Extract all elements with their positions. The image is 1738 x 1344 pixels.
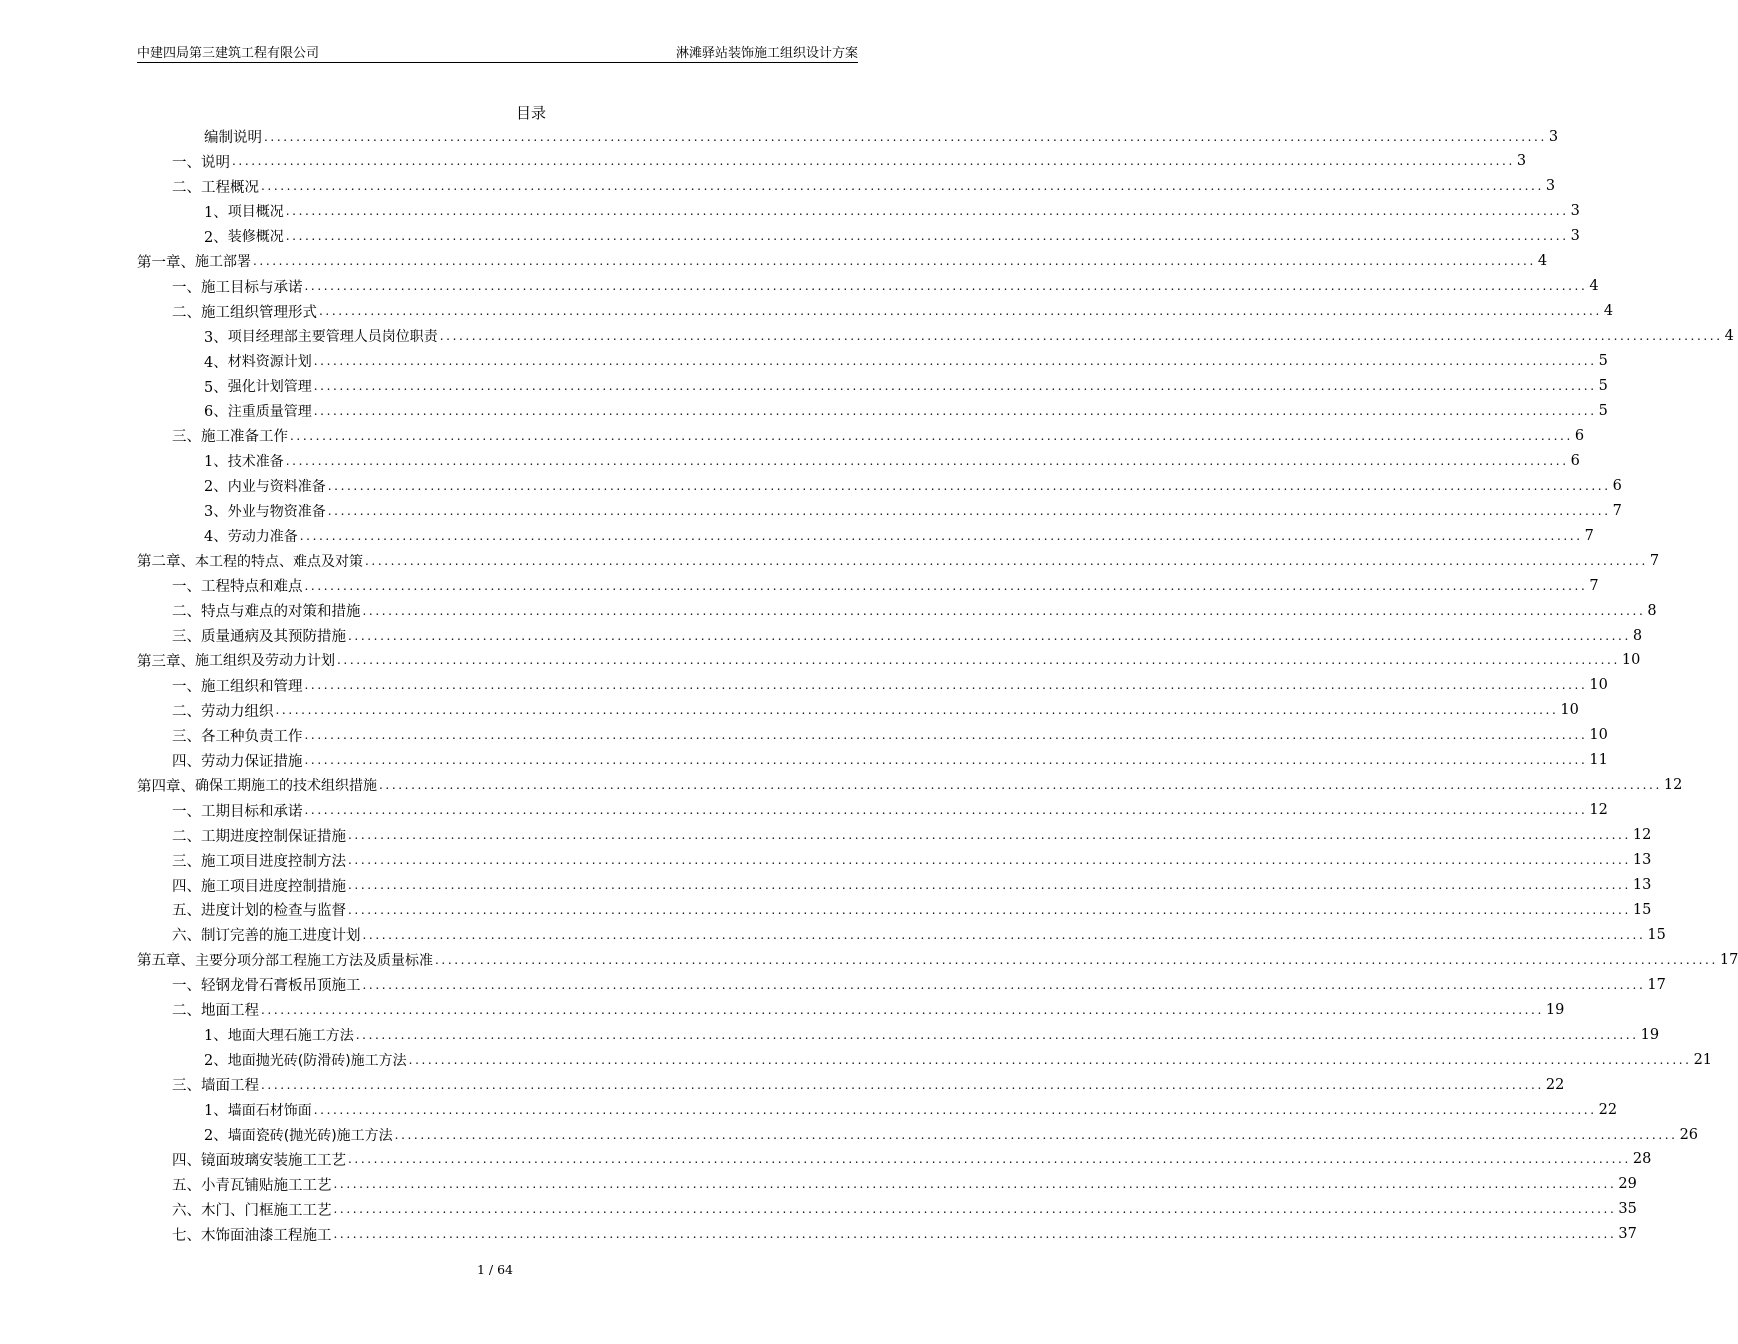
toc-entry-page: 19 [1545, 1001, 1565, 1018]
toc-dot-leader: ........................................................................................................................................................................................................ [275, 703, 1559, 718]
toc-entry-number: 三、 [172, 728, 201, 745]
toc-entry-page: 37 [1618, 1226, 1637, 1243]
toc-entry-title: 编制说明 [204, 130, 262, 146]
toc-entry[interactable] [172, 723, 1608, 748]
toc-entry[interactable] [172, 972, 1666, 997]
toc-entry-title: 项目经理部主要管理人员岗位职责 [227, 329, 438, 346]
toc-entry-number: 一、 [172, 678, 201, 695]
toc-entry[interactable] [172, 698, 1579, 723]
toc-entry-page: 4 [1537, 253, 1548, 270]
page-number: 1 / 64 [476, 1262, 514, 1277]
toc-entry-page: 7 [1612, 502, 1622, 519]
toc-entry[interactable] [172, 149, 1527, 174]
toc-dot-leader: ........................................................................................................................................................................................................ [313, 354, 1597, 369]
toc-dot-leader: ........................................................................................................................................................................................................ [304, 678, 1588, 693]
toc-entry-page: 13 [1632, 852, 1652, 869]
toc-entry-title: 地面工程 [201, 1003, 259, 1020]
toc-entry-title: 工程概况 [201, 179, 259, 196]
toc-entry-page: 4 [1589, 278, 1599, 295]
toc-dot-leader: ........................................................................................................................................................................................................ [261, 1077, 1544, 1092]
toc-entry[interactable] [137, 648, 1641, 673]
toc-entry-number: 2、 [204, 479, 228, 496]
toc-dot-leader: ........................................................................................................................................................................................................ [264, 129, 1547, 144]
toc-dot-leader: ........................................................................................................................................................................................................ [304, 803, 1588, 818]
toc-entry-number: 五、 [172, 903, 201, 920]
toc-entry-number: 三、 [172, 429, 201, 446]
toc-entry-number: 3、 [204, 504, 228, 521]
toc-entry-title: 墙面工程 [201, 1078, 259, 1095]
toc-entry-title: 施工组织及劳动力计划 [195, 653, 335, 670]
toc-entry-number: 六、 [172, 1202, 201, 1219]
toc-entry-number: 4、 [204, 529, 228, 546]
toc-entry-title: 工程特点和难点 [201, 579, 303, 596]
toc-entry[interactable] [172, 748, 1608, 773]
toc-entry-title: 说明 [201, 154, 230, 171]
toc-entry-page: 7 [1589, 577, 1599, 594]
toc-entry-number: 三、 [172, 629, 201, 645]
toc-entry-page: 3 [1570, 203, 1580, 220]
toc-entry-title: 制订完善的施工进度计划 [201, 928, 361, 945]
toc-entry[interactable] [204, 124, 1559, 149]
toc-entry-page: 3 [1545, 178, 1556, 195]
toc-dot-leader: ........................................................................................................................................................................................................ [304, 728, 1588, 743]
toc-dot-leader: ........................................................................................................................................................................................................ [304, 279, 1588, 294]
toc-entry-title: 装修概况 [227, 229, 284, 246]
toc-dot-leader: ........................................................................................................................................................................................................ [261, 179, 1544, 194]
toc-entry-title: 特点与难点的对策和措施 [201, 604, 361, 621]
toc-entry-page: 8 [1632, 627, 1643, 644]
toc-entry-number: 1、 [204, 1103, 228, 1120]
toc-entry[interactable] [172, 423, 1585, 448]
toc-entry-title: 木饰面油漆工程施工 [201, 1227, 332, 1244]
toc-entry-number: 第五章、 [137, 953, 195, 970]
toc-entry-title: 注重质量管理 [227, 403, 312, 420]
toc-entry-page: 3 [1570, 228, 1580, 245]
toc-entry-number: 四、 [172, 878, 201, 895]
toc-entry-number: 1、 [204, 204, 228, 221]
toc-entry-page: 17 [1719, 951, 1738, 968]
header-company: 中建四局第三建筑工程有限公司 [137, 46, 320, 61]
toc-entry-title: 外业与物资准备 [227, 503, 326, 520]
toc-entry-page: 19 [1640, 1026, 1660, 1043]
toc-entry-page: 7 [1584, 527, 1594, 544]
toc-entry[interactable] [204, 523, 1594, 548]
toc-entry-page: 17 [1647, 976, 1666, 993]
toc-entry-page: 15 [1632, 901, 1652, 918]
toc-entry-page: 12 [1589, 802, 1608, 819]
toc-entry-title: 材料资源计划 [227, 354, 312, 371]
toc-entry-page: 5 [1598, 353, 1608, 370]
toc-entry-page: 13 [1632, 877, 1652, 893]
toc-dot-leader: ........................................................................................................................................................................................................ [348, 902, 1631, 917]
toc-entry-page: 12 [1663, 777, 1683, 794]
toc-entry-title: 确保工期施工的技术组织措施 [195, 778, 377, 795]
toc-entry[interactable] [172, 922, 1666, 947]
toc-entry-number: 3、 [204, 329, 228, 346]
toc-entry-number: 5、 [204, 379, 228, 396]
toc-entry-page: 6 [1612, 477, 1622, 494]
toc-entry-title: 内业与资料准备 [227, 478, 326, 495]
toc-entry-title: 进度计划的检查与监督 [201, 903, 346, 920]
toc-entry[interactable] [172, 873, 1652, 898]
toc-dot-leader: ........................................................................................................................................................................................................ [285, 453, 1569, 468]
toc-entry[interactable] [204, 398, 1608, 423]
toc-entry-number: 一、 [172, 803, 201, 820]
toc-entry[interactable] [172, 623, 1643, 648]
toc-entry-title: 各工种负责工作 [201, 728, 303, 745]
toc-dot-leader: ........................................................................................................................................................................................................ [435, 952, 1718, 967]
toc-dot-leader: ........................................................................................................................................................................................................ [327, 503, 1611, 518]
toc-dot-leader: ........................................................................................................................................................................................................ [285, 229, 1569, 244]
toc-entry-title: 项目概况 [227, 204, 284, 221]
toc-entry-number: 2、 [204, 229, 228, 246]
toc-entry[interactable] [204, 199, 1580, 224]
toc-entry-page: 3 [1548, 128, 1559, 145]
toc-entry-title: 质量通病及其预防措施 [201, 629, 346, 645]
toc-entry[interactable] [204, 224, 1580, 249]
toc-entry-number: 三、 [172, 853, 201, 870]
toc-entry[interactable] [172, 1147, 1652, 1172]
toc-entry-number: 第一章、 [137, 254, 195, 271]
toc-entry-page: 10 [1621, 652, 1641, 669]
toc-dot-leader: ........................................................................................................................................................................................................ [304, 753, 1588, 768]
toc-entry-page: 11 [1589, 752, 1608, 769]
toc-entry-title: 技术准备 [227, 453, 284, 470]
toc-dot-leader: ........................................................................................................................................................................................................ [333, 1227, 1617, 1242]
toc-entry-title: 本工程的特点、难点及对策 [195, 553, 363, 570]
toc-entry-page: 10 [1589, 677, 1608, 694]
toc-entry-title: 施工项目进度控制措施 [201, 878, 346, 895]
toc-title: 目录 [515, 104, 546, 122]
toc-entry-page: 10 [1560, 702, 1579, 719]
toc-dot-leader: ........................................................................................................................................................................................................ [290, 428, 1573, 443]
toc-entry[interactable] [172, 299, 1614, 324]
toc-entry-title: 劳动力保证措施 [201, 753, 303, 770]
toc-entry[interactable] [204, 1097, 1618, 1122]
toc-entry-number: 二、 [172, 703, 201, 720]
toc-entry-number: 一、 [172, 154, 201, 171]
toc-dot-leader: ........................................................................................................................................................................................................ [261, 1002, 1544, 1017]
toc-entry-title: 木门、门框施工工艺 [201, 1202, 332, 1219]
toc-entry-title: 镜面玻璃安装施工工艺 [201, 1152, 346, 1169]
toc-entry-number: 五、 [172, 1177, 201, 1194]
toc-entry[interactable] [204, 324, 1734, 349]
toc-dot-leader: ........................................................................................................................................................................................................ [408, 1052, 1692, 1067]
toc-dot-leader: ........................................................................................................................................................................................................ [313, 403, 1597, 418]
toc-entry-page: 35 [1618, 1201, 1637, 1218]
toc-entry-title: 劳动力组织 [201, 703, 274, 720]
toc-entry[interactable] [172, 598, 1657, 623]
toc-dot-leader: ........................................................................................................................................................................................................ [304, 578, 1588, 593]
toc-dot-leader: ........................................................................................................................................................................................................ [313, 1102, 1597, 1117]
toc-entry-title: 地面抛光砖(防滑砖)施工方法 [227, 1052, 407, 1069]
toc-entry[interactable] [204, 349, 1608, 374]
toc-entry[interactable] [172, 848, 1652, 873]
toc-dot-leader: ........................................................................................................................................................................................................ [299, 528, 1583, 543]
toc-entry[interactable] [172, 798, 1608, 823]
toc-entry-title: 施工项目进度控制方法 [201, 853, 346, 870]
page-header [137, 40, 858, 63]
toc-entry[interactable] [204, 473, 1622, 498]
toc-entry-page: 10 [1589, 727, 1608, 744]
toc-entry[interactable] [137, 947, 1738, 972]
toc-entry[interactable] [204, 498, 1622, 523]
toc-entry-page: 6 [1570, 452, 1580, 469]
toc-entry-title: 强化计划管理 [227, 379, 312, 395]
toc-entry-page: 5 [1598, 402, 1608, 419]
toc-entry[interactable] [172, 274, 1599, 299]
toc-entry-number: 1、 [204, 454, 228, 471]
toc-dot-leader: ........................................................................................................................................................................................................ [327, 478, 1611, 493]
toc-entry-number: 四、 [172, 1152, 201, 1169]
toc-entry-number: 七、 [172, 1227, 201, 1244]
toc-entry[interactable] [172, 997, 1565, 1022]
toc-entry-number: 六、 [172, 928, 201, 945]
toc-dot-leader: ........................................................................................................................................................................................................ [232, 154, 1515, 169]
toc-entry[interactable] [137, 249, 1548, 274]
toc-entry-page: 22 [1545, 1076, 1565, 1093]
toc-dot-leader: ........................................................................................................................................................................................................ [394, 1127, 1678, 1142]
toc-entry-number: 二、 [172, 604, 201, 621]
toc-entry-title: 轻钢龙骨石膏板吊顶施工 [201, 978, 361, 995]
toc-entry[interactable] [204, 1122, 1699, 1147]
toc-dot-leader: ........................................................................................................................................................................................................ [348, 1152, 1631, 1167]
toc-entry-page: 5 [1598, 378, 1608, 394]
toc-dot-leader: ........................................................................................................................................................................................................ [333, 1202, 1617, 1217]
toc-entry[interactable] [172, 1197, 1637, 1222]
toc-entry-title: 墙面瓷砖(抛光砖)施工方法 [227, 1127, 393, 1144]
toc-entry-page: 8 [1647, 602, 1657, 619]
toc-entry-number: 二、 [172, 1003, 201, 1020]
toc-entry-title: 施工组织管理形式 [201, 304, 317, 321]
toc-entry[interactable] [204, 374, 1608, 399]
toc-entry[interactable] [172, 823, 1652, 848]
toc-dot-leader: ........................................................................................................................................................................................................ [313, 379, 1597, 393]
toc-dot-leader: ........................................................................................................................................................................................................ [253, 254, 1536, 269]
toc-entry-title: 主要分项分部工程施工方法及质量标准 [195, 952, 433, 969]
toc-entry-number: 一、 [172, 579, 201, 596]
toc-entry-number: 2、 [204, 1128, 228, 1144]
toc-entry-page: 22 [1598, 1101, 1618, 1118]
toc-entry-page: 4 [1603, 303, 1614, 320]
toc-entry-number: 6、 [204, 404, 228, 421]
toc-dot-leader: ........................................................................................................................................................................................................ [348, 828, 1631, 843]
toc-dot-leader: ........................................................................................................................................................................................................ [348, 853, 1631, 868]
toc-entry-page: 21 [1693, 1051, 1713, 1068]
toc-entry[interactable] [137, 773, 1683, 798]
toc-entry[interactable] [172, 1222, 1637, 1247]
toc-entry-number: 第二章、 [137, 554, 195, 571]
toc-entry-title: 地面大理石施工方法 [227, 1027, 354, 1044]
toc-entry-page: 26 [1679, 1126, 1699, 1143]
toc-entry-number: 三、 [172, 1078, 201, 1095]
toc-entry-number: 4、 [204, 354, 228, 371]
toc-entry-page: 3 [1516, 153, 1527, 170]
toc-entry-title: 劳动力准备 [227, 528, 298, 545]
toc-entry-title: 施工目标与承诺 [201, 279, 303, 296]
toc-entry-title: 小青瓦铺贴施工工艺 [201, 1177, 332, 1194]
toc-entry-title: 施工组织和管理 [201, 678, 303, 695]
toc-dot-leader: ........................................................................................................................................................................................................ [348, 878, 1631, 892]
toc-dot-leader: ........................................................................................................................................................................................................ [337, 653, 1620, 668]
toc-dot-leader: ........................................................................................................................................................................................................ [362, 977, 1646, 992]
toc-entry-number: 四、 [172, 753, 201, 770]
toc-dot-leader: ........................................................................................................................................................................................................ [362, 603, 1646, 618]
toc-entry[interactable] [137, 548, 1660, 573]
toc-dot-leader: ........................................................................................................................................................................................................ [365, 553, 1648, 568]
toc-dot-leader: ........................................................................................................................................................................................................ [379, 778, 1662, 793]
toc-dot-leader: ........................................................................................................................................................................................................ [439, 329, 1723, 344]
toc-entry-number: 一、 [172, 978, 201, 995]
toc-entry-title: 墙面石材饰面 [227, 1102, 312, 1119]
toc-entry-number: 二、 [172, 828, 201, 845]
toc-entry[interactable] [172, 1172, 1637, 1197]
toc-dot-leader: ........................................................................................................................................................................................................ [319, 304, 1602, 319]
toc-entry-page: 15 [1647, 926, 1666, 943]
toc-entry[interactable] [172, 174, 1556, 199]
toc-entry-page: 4 [1724, 328, 1734, 345]
toc-entry-page: 6 [1574, 427, 1585, 444]
toc-dot-leader: ........................................................................................................................................................................................................ [285, 204, 1569, 219]
toc-entry[interactable] [172, 897, 1652, 922]
toc-entry-title: 施工准备工作 [201, 429, 288, 446]
toc-entry-page: 28 [1632, 1151, 1652, 1168]
header-doc-title: 淋滩驿站装饰施工组织设计方案 [675, 46, 858, 61]
toc-entry-page: 7 [1649, 552, 1660, 569]
toc-entry[interactable] [204, 1047, 1713, 1072]
toc-entry-title: 工期目标和承诺 [201, 803, 303, 820]
toc-entry-number: 第三章、 [137, 653, 195, 670]
toc-dot-leader: ........................................................................................................................................................................................................ [333, 1177, 1617, 1192]
toc-entry-number: 二、 [172, 304, 201, 321]
toc-entry-page: 29 [1618, 1176, 1637, 1193]
toc-dot-leader: ........................................................................................................................................................................................................ [362, 927, 1646, 942]
toc-entry-title: 施工部署 [195, 254, 251, 271]
toc-entry[interactable] [172, 573, 1599, 598]
toc-entry-number: 1、 [204, 1028, 228, 1045]
toc-entry[interactable] [172, 673, 1608, 698]
toc-dot-leader: ........................................................................................................................................................................................................ [355, 1027, 1639, 1042]
toc-entry[interactable] [204, 448, 1580, 473]
toc-entry-number: 一、 [172, 279, 201, 296]
toc-entry[interactable] [204, 1022, 1660, 1047]
toc-entry-title: 工期进度控制保证措施 [201, 828, 346, 845]
toc-entry-number: 二、 [172, 179, 201, 196]
toc-dot-leader: ........................................................................................................................................................................................................ [348, 628, 1631, 643]
toc-entry-page: 12 [1632, 827, 1652, 844]
toc-entry-number: 第四章、 [137, 778, 195, 795]
toc-entry[interactable] [172, 1072, 1565, 1097]
toc-entry-number: 2、 [204, 1053, 228, 1070]
